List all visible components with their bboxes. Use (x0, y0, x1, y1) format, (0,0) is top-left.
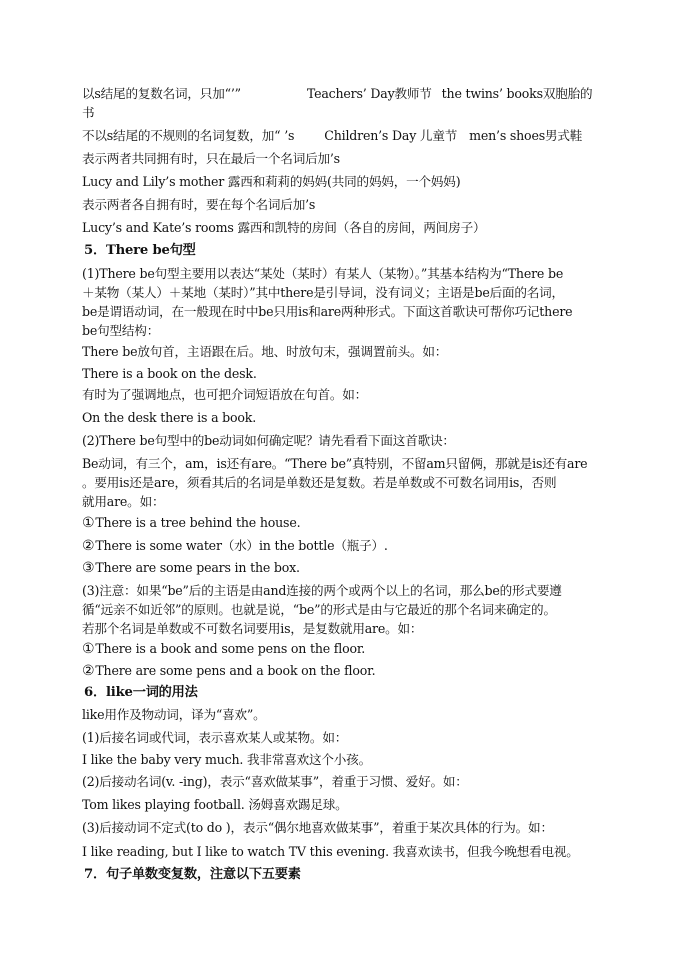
text-line: Tom likes playing football. 汤姆喜欢踢足球。 (82, 797, 348, 812)
circled-number: ① (82, 641, 95, 657)
text-line: (2)There be句型中的be动词如何确定呢？请先看看下面这首歌诀： (82, 433, 455, 448)
circled-number: ① (82, 515, 95, 531)
example-text: There is a tree behind the house. (95, 515, 301, 530)
text-line: (3)后接动词不定式(to do )，表示“偶尔地喜欢做某事”，着重于某次具体的行为。如： (82, 820, 553, 835)
text-line: I like reading, but I like to watch TV this evening. 我喜欢读书，但我今晚想看电视。 (82, 844, 579, 859)
text-line: 若那个名词是单数或不可数名词要用is，是复数就用are。如： (82, 621, 423, 636)
circled-number: ② (82, 663, 95, 679)
example-line (82, 662, 375, 680)
example-line (82, 514, 300, 532)
text-segment: the twins’ books双胞胎的 (441, 86, 593, 101)
text-line: (2)后接动名词(v. -ing)，表示“喜欢做某事”，着重于习惯、爱好。如： (82, 774, 468, 789)
text-line: There be放句首，主语跟在后。地、时放句末，强调置前头。如： (82, 344, 448, 359)
example-text: There is some water（水）in the bottle（瓶子）. (95, 538, 388, 553)
circled-number: ② (82, 538, 95, 554)
text-line: 有时为了强调地点，也可把介词短语放在句首。如： (82, 387, 368, 402)
text-segment: Children’s Day 儿童节 (324, 128, 458, 143)
text-segment: men’s shoes男式鞋 (469, 128, 583, 143)
text-line: ＋某物（某人）＋某地（某时）”其中there是引导词，没有词义；主语是be后面的名词， (82, 285, 564, 300)
example-line (82, 537, 388, 555)
section-heading: 5．There be句型 (84, 243, 196, 258)
text-line: be句型结构： (82, 323, 160, 338)
section-heading: 6．like一词的用法 (84, 685, 198, 700)
text-line: On the desk there is a book. (82, 410, 257, 425)
example-text: There are some pears in the box. (95, 560, 300, 575)
text-segment: 以s结尾的复数名词，只加“’” (82, 86, 241, 101)
text-line: 表示两者共同拥有时，只在最后一个名词后加’s (82, 151, 340, 166)
text-line: Lucy’s and Kate’s rooms 露西和凯特的房间（各自的房间，两间房子） (82, 220, 486, 235)
text-line: (1)There be句型主要用以表达“某处（某时）有某人（某物）。”其基本结构为“There be (82, 266, 564, 281)
section-heading: 7．句子单数变复数，注意以下五要素 (84, 867, 301, 882)
example-line (82, 640, 365, 658)
example-line (82, 559, 300, 577)
text-line: 书 (82, 105, 95, 120)
text-line: be是谓语动词，在一般现在时中be只用is和are两种形式。下面这首歌诀可帮你巧记there (82, 304, 573, 319)
text-line (82, 85, 592, 103)
circled-number: ③ (82, 560, 95, 576)
text-line: Lucy and Lily’s mother 露西和莉莉的妈妈(共同的妈妈，一个妈妈) (82, 174, 461, 189)
text-segment: 不以s结尾的不规则的名词复数，加“ ’s (82, 128, 295, 143)
text-line: 表示两者各自拥有时，要在每个名词后加’s (82, 197, 316, 212)
example-text: There are some pens and a book on the floor. (95, 663, 376, 678)
text-segment: Teachers’ Day教师节 (306, 86, 432, 101)
text-line: 。要用is还是are，须看其后的名词是单数还是复数。若是单数或不可数名词用is，否则 (82, 475, 557, 490)
text-line: 就用are。如： (82, 494, 165, 509)
text-line: Be动词，有三个，am，is还有are。“There be”真特别，不留am只留俩，那就是is还有are (82, 456, 588, 471)
text-line (82, 127, 582, 145)
text-line: (1)后接名词或代词，表示喜欢某人或某物。如： (82, 730, 348, 745)
text-line: like用作及物动词，译为“喜欢”。 (82, 707, 266, 722)
text-line: I like the baby very much. 我非常喜欢这个小孩。 (82, 752, 371, 767)
text-line: There is a book on the desk. (82, 366, 257, 381)
example-text: There is a book and some pens on the floor. (95, 641, 366, 656)
text-line: (3)注意：如果“be”后的主语是由and连接的两个或两个以上的名词，那么be的形式要遵 (82, 583, 562, 598)
text-line: 循“远亲不如近邻”的原则。也就是说，“be”的形式是由与它最近的那个名词来确定的。 (82, 602, 556, 617)
